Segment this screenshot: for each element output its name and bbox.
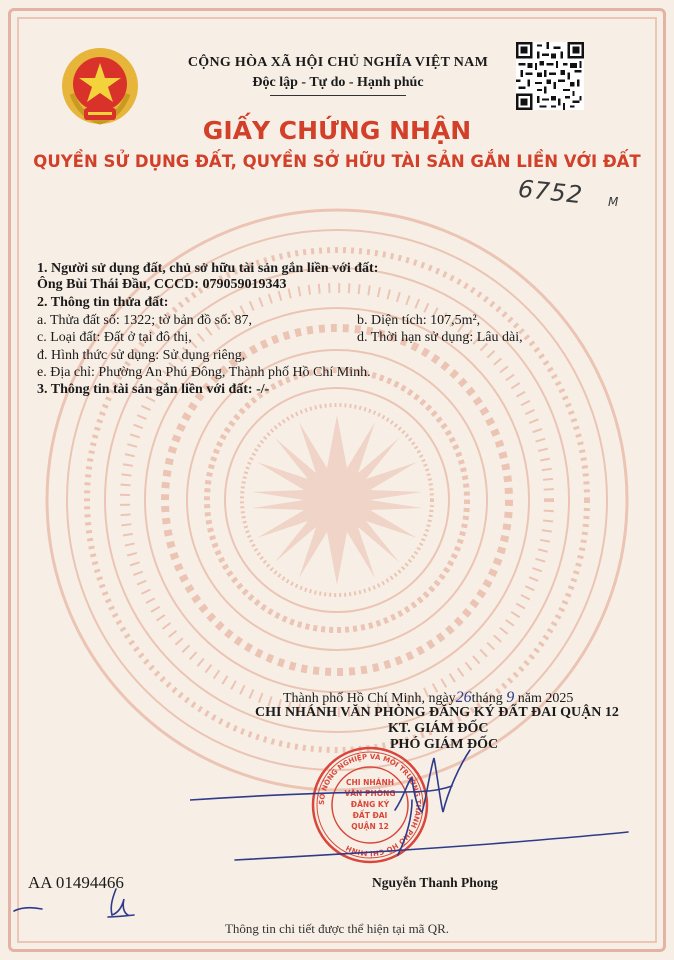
seal-center-line: ĐẤT ĐAI (352, 811, 388, 820)
owner-info: Ông Bùi Thái Đầu, CCCD: 079059019343 (37, 277, 287, 292)
seal-center-line: CHI NHÁNH (345, 778, 395, 787)
serial-initials (12, 885, 142, 921)
parcel-area: b. Diện tích: 107,5m², (357, 313, 481, 328)
section-2-heading: 2. Thông tin thửa đất: (37, 295, 169, 310)
signing-place: Thành phố Hồ Chí Minh, ngày (283, 691, 456, 706)
signer-name: Nguyễn Thanh Phong (372, 875, 498, 890)
land-type: c. Loại đất: Đất ở tại đô thị, (37, 330, 192, 345)
motto-underline (270, 95, 406, 96)
section-1-heading: 1. Người sử dụng đất, chủ sở hữu tài sản gắn liền với đất: (37, 261, 379, 276)
kt-director: KT. GIÁM ĐỐC (388, 721, 489, 736)
issuing-office: CHI NHÁNH VĂN PHÒNG ĐĂNG KÝ ĐẤT ĐAI QUẬN 12 (255, 705, 619, 720)
month-label: tháng (471, 691, 503, 706)
signing-month: 9 (506, 689, 515, 706)
handwritten-number: 6752 (516, 174, 585, 210)
qr-footnote: Thông tin chi tiết được thể hiện tại mã QR. (224, 921, 450, 936)
certificate-subtitle: QUYỀN SỬ DỤNG ĐẤT, QUYỀN SỞ HỮU TÀI SẢN GẮN LIỀN VỚI ĐẤT (33, 152, 641, 171)
deputy-director: PHÓ GIÁM ĐỐC (390, 737, 499, 752)
seal-center-line: ĐĂNG KÝ (350, 800, 390, 809)
seal-ring-text: SỞ NÔNG NGHIỆP VÀ MÔI TRƯỜNG THÀNH PHỐ HỒ CHÍ MINH (317, 752, 423, 858)
serial-number: AA 01494466 (28, 873, 124, 892)
signature (190, 740, 630, 880)
signing-day: 26 (455, 689, 472, 706)
seal-center-line: QUẬN 12 (351, 822, 389, 831)
nation-title: CỘNG HÒA XÃ HỘI CHỦ NGHĨA VIỆT NAM (187, 55, 489, 70)
year-label: năm 2025 (517, 691, 574, 706)
section-3-heading: 3. Thông tin tài sản gắn liền với đất: -/- (37, 382, 270, 397)
usage-term: d. Thời hạn sử dụng: Lâu dài, (357, 330, 523, 345)
seal-center-line: VĂN PHÒNG (344, 789, 396, 798)
motto: Độc lập - Tự do - Hạnh phúc (252, 75, 424, 90)
parcel-number: a. Thửa đất số: 1322; tờ bản đồ số: 87, (37, 313, 252, 328)
handwritten-number-suffix: M (608, 195, 619, 209)
qr-code[interactable] (516, 42, 584, 110)
usage-form: đ. Hình thức sử dụng: Sử dụng riêng, (37, 348, 246, 363)
certificate-title: GIẤY CHỨNG NHẬN (202, 116, 472, 145)
parcel-address: e. Địa chỉ: Phường An Phú Đông, Thành phố Hồ Chí Minh. (37, 365, 371, 380)
